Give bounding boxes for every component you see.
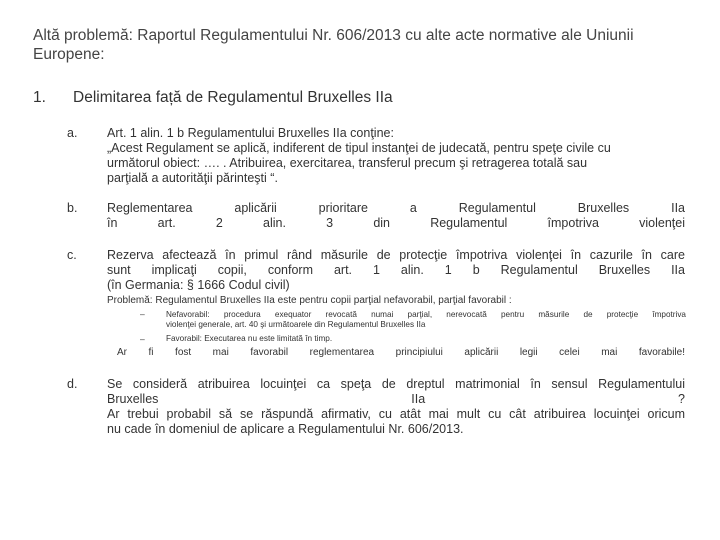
item-a-line: următorul obiect: …. . Atribuirea, exercitarea, transferul precum şi retragerea totală sau xyxy=(107,156,588,170)
item-a-line: „Acest Regulament se aplică, indiferent de tipul instanţei de judecată, pentru speţe civile cu xyxy=(107,141,611,155)
item-d-line: Ar trebui probabil să se răspundă afirmativ, cu atât mai mult cu cât atribuirea locuinţei oricum xyxy=(107,407,685,421)
item-a-line: Art. 1 alin. 1 b Regulamentului Bruxelles IIa conţine: xyxy=(107,126,394,140)
item-c-line: Rezerva afectează în primul rând măsurile de protecţie împotriva violenţei în cazurile în care xyxy=(107,248,685,262)
item-b-line: în art. 2 alin. 3 din Regulamentul împotriva violenţei xyxy=(107,216,685,230)
item-c-label: c. xyxy=(67,248,77,262)
item-c-line: sunt implicaţi copii, conform art. 1 alin. 1 b Regulamentul Bruxelles IIa xyxy=(107,263,685,277)
item-d-line: Bruxelles IIa ? xyxy=(107,392,685,406)
sub-dash: – xyxy=(140,334,145,344)
item-d-label: d. xyxy=(67,377,78,391)
item-c-text xyxy=(107,248,685,293)
section-heading: Delimitarea față de Regulamentul Bruxelles IIa xyxy=(73,89,393,106)
item-d-text xyxy=(107,377,685,437)
sub-item-unfavorable xyxy=(166,310,686,330)
slide-title: Altă problemă: Raportul Regulamentului Nr. 606/2013 cu alte acte normative ale Uniunii Europene: xyxy=(33,27,634,63)
item-a-label: a. xyxy=(67,126,78,140)
item-b-label: b. xyxy=(67,201,78,215)
sub-item-line: Favorabil: Executarea nu este limitată în timp. xyxy=(166,334,333,343)
sub-dash: – xyxy=(140,309,145,319)
sub-item-line: Nefavorabil: procedura exequator revocată numai parţial, nerevocată pentru măsurile de protecţie împotriva xyxy=(166,310,686,319)
sub-item-line: violenţei generale, art. 40 şi următoarele din Regulamentul Bruxelles IIa xyxy=(166,320,426,329)
item-c-conclusion: Ar fi fost mai favorabil reglementarea principiului aplicării legii celei mai favorabile! xyxy=(117,347,685,358)
item-d-line: Se consideră atribuirea locuinţei ca speţa de dreptul matrimonial în sensul Regulamentului xyxy=(107,377,685,391)
item-b-line: Reglementarea aplicării prioritare a Regulamentul Bruxelles IIa xyxy=(107,201,685,215)
item-c-line: (în Germania: § 1666 Codul civil) xyxy=(107,278,290,292)
section-number: 1. xyxy=(33,89,46,106)
item-c-problem: Problemă: Regulamentul Bruxelles IIa este pentru copii parţial nefavorabil, parţial favorabil : xyxy=(107,295,512,306)
item-b-text xyxy=(107,201,685,231)
sub-item-favorable xyxy=(166,334,686,344)
item-d-line: nu cade în domeniul de aplicare a Regulamentului Nr. 606/2013. xyxy=(107,422,464,436)
item-a-line: parţială a autorităţii părinteşti “. xyxy=(107,171,278,185)
item-a-text xyxy=(107,126,685,186)
